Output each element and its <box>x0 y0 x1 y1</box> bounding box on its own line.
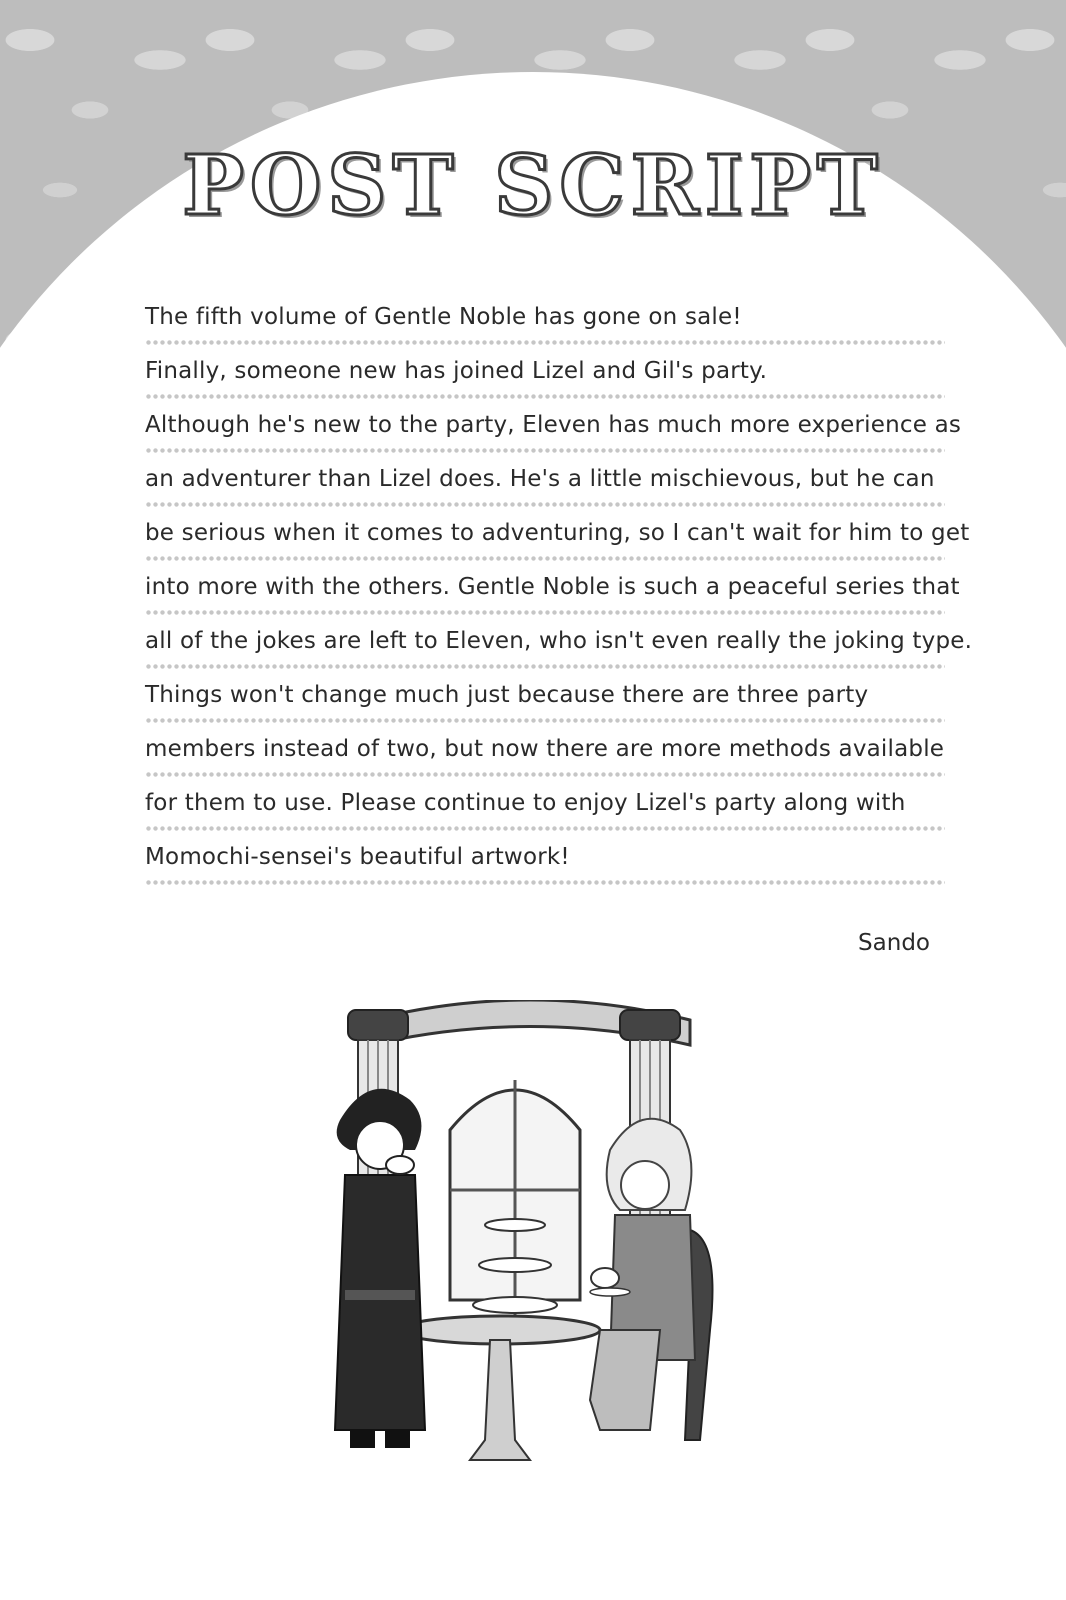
cake-tier-bottom <box>473 1297 557 1313</box>
left-column-capital <box>348 1010 408 1040</box>
cake-tier-top <box>485 1219 545 1231</box>
text-line: The fifth volume of Gentle Noble has gone on sale! <box>145 300 945 354</box>
right-character-teacup <box>591 1268 619 1288</box>
page-title: POST SCRIPT <box>182 138 884 234</box>
right-column-capital <box>620 1010 680 1040</box>
right-character-face <box>621 1161 669 1209</box>
author-signature: Sando <box>858 930 930 956</box>
text-line: into more with the others. Gentle Noble is such a peaceful series that <box>145 570 945 624</box>
left-character-belt <box>345 1290 415 1300</box>
afterword-text <box>145 300 973 894</box>
text-line: Finally, someone new has joined Lizel and Gil's party. <box>145 354 945 408</box>
text-line: members instead of two, but now there are more methods available <box>145 732 945 786</box>
text-line: for them to use. Please continue to enjoy Lizel's party along with <box>145 786 945 840</box>
tea-party-illustration <box>300 1000 760 1480</box>
text-line: Things won't change much just because there are three party <box>145 678 945 732</box>
text-line: all of the jokes are left to Eleven, who isn't even really the joking type. <box>145 624 945 678</box>
left-character-teacup <box>386 1156 414 1174</box>
text-line: Momochi-sensei's beautiful artwork! <box>145 840 945 894</box>
left-character-coat <box>335 1175 425 1430</box>
right-character-legs <box>590 1330 660 1430</box>
text-line: Although he's new to the party, Eleven has much more experience as <box>145 408 945 462</box>
cake-tier-middle <box>479 1258 551 1272</box>
table-leg <box>470 1340 530 1460</box>
text-line: an adventurer than Lizel does. He's a little mischievous, but he can <box>145 462 945 516</box>
text-line: be serious when it comes to adventuring, so I can't wait for him to get <box>145 516 945 570</box>
